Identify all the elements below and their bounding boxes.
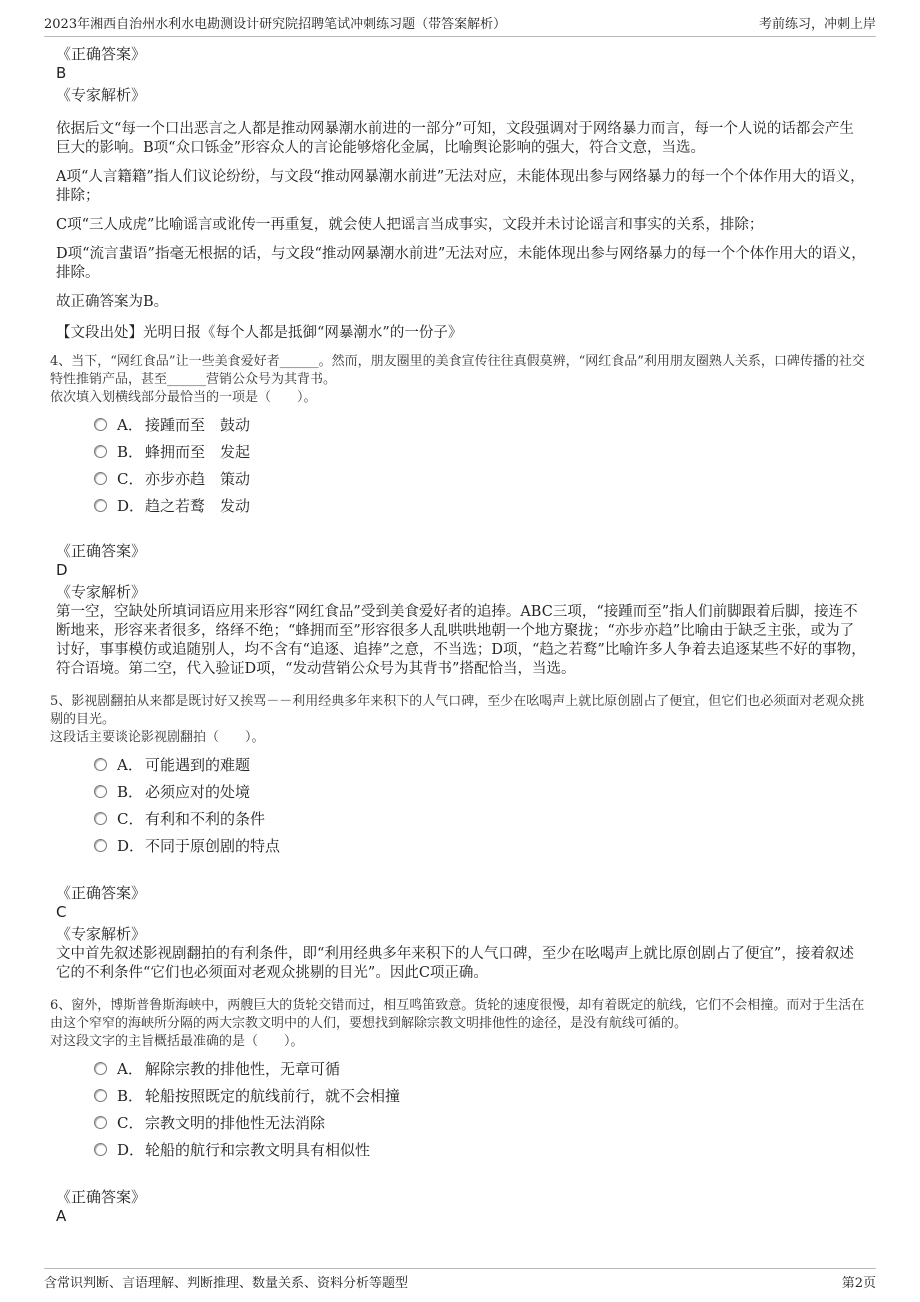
option-c[interactable]: C． 有利和不利的条件 <box>94 805 868 832</box>
question-prompt: 这段话主要谈论影视剧翻拍（ ）。 <box>50 730 265 745</box>
source-citation: 【文段出处】光明日报《每个人都是抵御“网暴潮水”的一份子》 <box>56 325 463 341</box>
radio-icon[interactable] <box>94 1062 107 1075</box>
expert-analysis-label: 《专家解析》 <box>56 583 147 601</box>
analysis-conclusion: 故正确答案为B。 <box>56 294 169 310</box>
question-6 <box>50 997 868 1051</box>
option-d[interactable]: D． 不同于原创剧的特点 <box>94 832 868 859</box>
option-a[interactable]: A． 解除宗教的排他性，无章可循 <box>94 1055 868 1082</box>
page-header <box>44 10 876 37</box>
radio-icon[interactable] <box>94 1089 107 1102</box>
radio-icon[interactable] <box>94 418 107 431</box>
option-c[interactable]: C． 亦步亦趋 策动 <box>94 465 868 492</box>
question-4 <box>50 353 868 407</box>
correct-answer: B <box>56 64 67 82</box>
radio-icon[interactable] <box>94 1143 107 1156</box>
option-d[interactable]: D． 趋之若鹜 发动 <box>94 492 868 519</box>
analysis-paragraph: 文中首先叙述影视剧翻拍的有利条件，即“利用经典多年来积下的人气口碑，至少在吆喝声上就比原创剧占了便宜”，接着叙述它的不利条件“它们也必须面对老观众挑剔的目光”。因此C项正确。 <box>56 946 854 981</box>
option-b[interactable]: B． 轮船按照既定的航线前行，就不会相撞 <box>94 1082 868 1109</box>
question-prompt: 对这段文字的主旨概括最准确的是（ ）。 <box>50 1034 304 1049</box>
radio-icon[interactable] <box>94 1116 107 1129</box>
page-number: 第2页 <box>841 1275 876 1291</box>
expert-analysis-label: 《专家解析》 <box>56 925 147 943</box>
analysis-paragraph: 依据后文“每一个口出恶言之人都是推动网暴潮水前进的一部分”可知，文段强调对于网络暴力而言，每一个人说的话都会产生巨大的影响。B项“众口铄金”形容众人的言论能够熔化金属，比喻舆论影响的强大，符合文意，当选。 <box>56 121 854 156</box>
footer-note: 含常识判断、言语理解、判断推理、数量关系、资料分析等题型 <box>44 1275 409 1291</box>
q4-options <box>56 411 868 519</box>
correct-answer: A <box>56 1207 67 1225</box>
header-title: 2023年湘西自治州水利水电勘测设计研究院招聘笔试冲刺练习题（带答案解析） <box>44 17 507 32</box>
correct-answer: D <box>56 561 68 579</box>
radio-icon[interactable] <box>94 839 107 852</box>
q5-options <box>56 751 868 859</box>
question-stem: 5、影视剧翻拍从来都是既讨好又挨骂－－利用经典多年来积下的人气口碑，至少在吆喝声上就比原创剧占了便宜，但它们也必须面对老观众挑剔的目光。 <box>50 694 865 727</box>
question-stem: 4、当下，“网红食品”让一些美食爱好者______。然而，朋友圈里的美食宣传往往真假莫辨，“网红食品”利用朋友圈熟人关系，口碑传播的社交特性推销产品，甚至______营销公众号为其背书。 <box>50 354 865 387</box>
option-d[interactable]: D． 轮船的航行和宗教文明具有相似性 <box>94 1136 868 1163</box>
header-slogan: 考前练习，冲刺上岸 <box>758 17 876 32</box>
page-content <box>50 44 868 1228</box>
q6-options <box>56 1055 868 1163</box>
correct-answer-label: 《正确答案》 <box>56 884 147 902</box>
analysis-paragraph: 第一空，空缺处所填词语应用来形容“网红食品”受到美食爱好者的追捧。ABC三项，“接踵而至”指人们前脚跟着后脚，接连不断地来，形容来者很多，络绎不绝；“蜂拥而至”形容很多人乱哄哄地朝一个地方聚拢；“亦步亦趋”比喻由于缺乏主张，或为了讨好，事事模仿或追随别人，均不含有“追逐、追捧”之意，不当选；D项，“趋之若鹜”比喻许多人争着去追逐某些不好的事物，符合语境。第二空，代入验证D项，“发动营销公众号为其背书”搭配恰当，当选。 <box>56 604 866 677</box>
radio-icon[interactable] <box>94 445 107 458</box>
correct-answer-label: 《正确答案》 <box>56 542 147 560</box>
radio-icon[interactable] <box>94 472 107 485</box>
radio-icon[interactable] <box>94 785 107 798</box>
analysis-paragraph: D项“流言蜚语”指毫无根据的话，与文段“推动网暴潮水前进”无法对应，未能体现出参与网络暴力的每一个个体作用大的语义，排除。 <box>56 246 866 281</box>
option-a[interactable]: A． 可能遇到的难题 <box>94 751 868 778</box>
correct-answer: C <box>56 903 67 921</box>
correct-answer-label: 《正确答案》 <box>56 45 147 63</box>
question-stem: 6、窗外，博斯普鲁斯海峡中，两艘巨大的货轮交错而过，相互鸣笛致意。货轮的速度很慢，却有着既定的航线，它们不会相撞。而对于生活在由这个窄窄的海峡所分隔的两大宗教文明中的人们，要想找到解除宗教文明排他性的途径，是没有航线可循的。 <box>50 998 865 1031</box>
option-b[interactable]: B． 蜂拥而至 发起 <box>94 438 868 465</box>
analysis-paragraph: C项“三人成虎”比喻谣言或讹传一再重复，就会使人把谣言当成事实，文段并未讨论谣言和事实的关系，排除； <box>56 217 764 233</box>
page-footer <box>44 1268 876 1293</box>
radio-icon[interactable] <box>94 812 107 825</box>
radio-icon[interactable] <box>94 758 107 771</box>
expert-analysis-label: 《专家解析》 <box>56 86 147 104</box>
option-a[interactable]: A． 接踵而至 鼓动 <box>94 411 868 438</box>
radio-icon[interactable] <box>94 499 107 512</box>
question-prompt: 依次填入划横线部分最恰当的一项是（ ）。 <box>50 390 317 405</box>
analysis-paragraph: A项“人言籍籍”指人们议论纷纷，与文段“推动网暴潮水前进”无法对应，未能体现出参与网络暴力的每一个个体作用大的语义，排除； <box>56 169 865 204</box>
option-c[interactable]: C． 宗教文明的排他性无法消除 <box>94 1109 868 1136</box>
correct-answer-label: 《正确答案》 <box>56 1188 147 1206</box>
question-5 <box>50 693 868 747</box>
option-b[interactable]: B． 必须应对的处境 <box>94 778 868 805</box>
